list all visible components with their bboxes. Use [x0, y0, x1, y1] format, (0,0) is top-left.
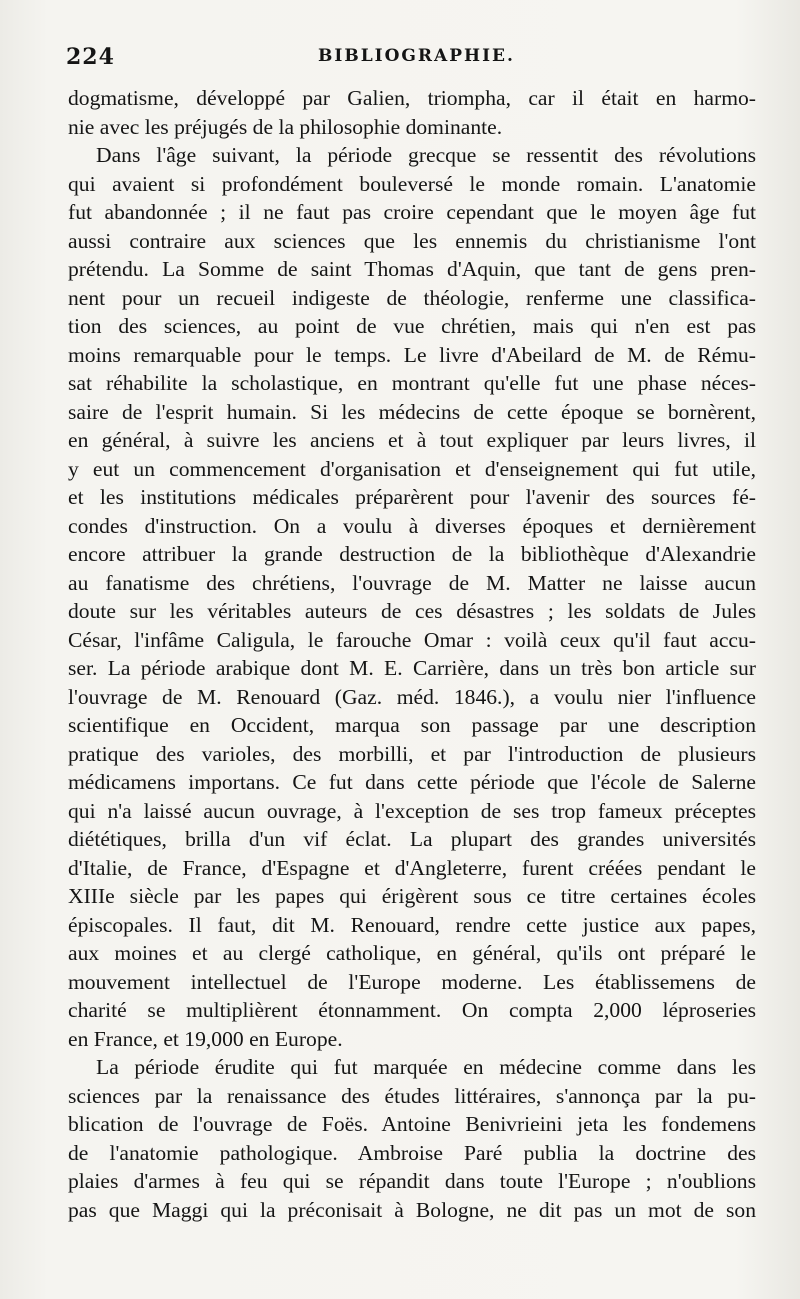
- text-line: saire de l'esprit humain. Si les médecins de cette époque se bornèrent,: [68, 399, 756, 424]
- text-line: Dans l'âge suivant, la période grecque se ressentit des révolutions: [96, 143, 756, 167]
- text-line: sat réhabilite la scholastique, en montrant qu'elle fut une phase néces-: [68, 371, 756, 395]
- text-line: en France, et 19,000 en Europe.: [68, 1026, 343, 1051]
- text-line: nent pour un recueil indigeste de théologie, renferme une classifica-: [68, 285, 756, 310]
- text-line: l'ouvrage de M. Renouard (Gaz. méd. 1846.), a voulu nier l'influence: [68, 684, 756, 709]
- text-line: doute sur les véritables auteurs de ces désastres ; les soldats de Jules: [68, 599, 756, 623]
- body-text: [68, 84, 756, 1224]
- text-line: XIIIe siècle par les papes qui érigèrent sous ce titre certaines écoles: [68, 884, 756, 908]
- text-line: d'Italie, de France, d'Espagne et d'Angleterre, furent créées pendant le: [68, 855, 756, 880]
- paragraph-2: [68, 141, 756, 1053]
- text-line: de l'anatomie pathologique. Ambroise Paré publia la doctrine des: [68, 1140, 756, 1165]
- text-line: La période érudite qui fut marquée en médecine comme dans les: [96, 1055, 756, 1079]
- text-line: moins remarquable pour le temps. Le livre d'Abeilard de M. de Rému-: [68, 342, 756, 367]
- text-line: mouvement intellectuel de l'Europe moderne. Les établissemens de: [68, 969, 756, 994]
- text-line: qui n'a laissé aucun ouvrage, à l'exception de ses trop fameux préceptes: [68, 798, 756, 823]
- text-line: César, l'infâme Caligula, le farouche Omar : voilà ceux qu'il faut accu-: [68, 627, 756, 652]
- text-line: sciences par la renaissance des études littéraires, s'annonça par la pu-: [68, 1083, 756, 1108]
- text-line: fut abandonnée ; il ne faut pas croire cependant que le moyen âge fut: [68, 200, 756, 224]
- page-header: [66, 44, 756, 80]
- text-line: aux moines et au clergé catholique, en général, qu'ils ont préparé le: [68, 941, 756, 965]
- text-line: ser. La période arabique dont M. E. Carrière, dans un très bon article sur: [68, 656, 756, 680]
- text-line: pas que Maggi qui la préconisait à Bologne, ne dit pas un mot de son: [68, 1197, 756, 1222]
- text-line: encore attribuer la grande destruction de la bibliothèque d'Alexandrie: [68, 542, 756, 566]
- text-line: prétendu. La Somme de saint Thomas d'Aquin, que tant de gens pren-: [68, 257, 756, 281]
- running-head: BIBLIOGRAPHIE.: [318, 46, 515, 66]
- page-number: 224: [66, 44, 115, 70]
- paragraph-1: [68, 84, 756, 141]
- text-line: dogmatisme, développé par Galien, triompha, car il était en harmo-: [68, 86, 756, 110]
- text-line: scientifique en Occident, marqua son passage par une description: [68, 713, 756, 737]
- text-line: condes d'instruction. On a voulu à diverses époques et dernièrement: [68, 513, 756, 538]
- text-line: tion des sciences, au point de vue chrétien, mais qui n'en est pas: [68, 314, 756, 338]
- text-line: médicamens importans. Ce fut dans cette période que l'école de Salerne: [68, 770, 756, 794]
- text-line: y eut un commencement d'organisation et d'enseignement qui fut utile,: [68, 456, 756, 481]
- paragraph-3: [68, 1053, 756, 1224]
- text-line: aussi contraire aux sciences que les ennemis du christianisme l'ont: [68, 228, 756, 253]
- text-line: au fanatisme des chrétiens, l'ouvrage de M. Matter ne laisse aucun: [68, 570, 756, 595]
- text-line: blication de l'ouvrage de Foës. Antoine Benivrieini jeta les fondemens: [68, 1112, 756, 1136]
- text-line: diététiques, brilla d'un vif éclat. La plupart des grandes universités: [68, 827, 756, 851]
- text-line: nie avec les préjugés de la philosophie dominante.: [68, 114, 503, 139]
- text-line: plaies d'armes à feu qui se répandit dans toute l'Europe ; n'oublions: [68, 1169, 756, 1193]
- text-line: qui avaient si profondément bouleversé le monde romain. L'anatomie: [68, 171, 756, 196]
- text-line: charité se multiplièrent étonnamment. On compta 2,000 léproseries: [68, 998, 756, 1022]
- text-line: épiscopales. Il faut, dit M. Renouard, rendre cette justice aux papes,: [68, 912, 756, 937]
- text-line: en général, à suivre les anciens et à tout expliquer par leurs livres, il: [68, 428, 756, 452]
- text-line: et les institutions médicales préparèrent pour l'avenir des sources fé-: [68, 485, 756, 509]
- text-line: pratique des varioles, des morbilli, et par l'introduction de plusieurs: [68, 741, 756, 766]
